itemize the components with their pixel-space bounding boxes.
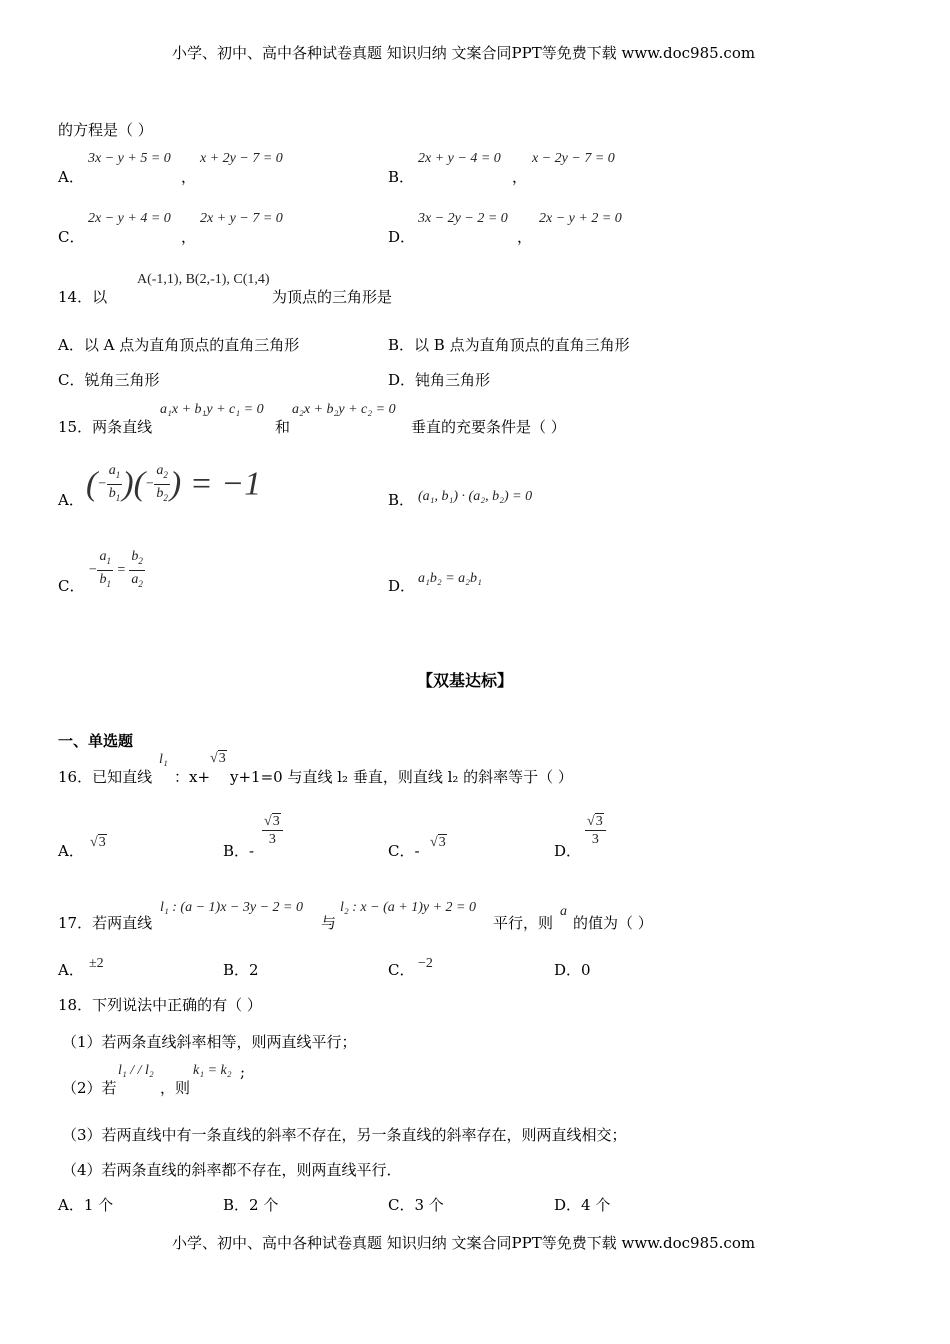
q15-option-a-label: A． <box>58 491 84 509</box>
q17-tail2: 的值为（ ） <box>573 914 653 932</box>
q14-option-b: B．以 B 点为直角顶点的直角三角形 <box>388 336 630 354</box>
q15-option-c-label: C． <box>58 577 85 595</box>
q15-and: 和 <box>275 418 291 436</box>
section-title: 【双基达标】 <box>417 671 514 690</box>
q14-points: A(-1,1), B(2,-1), C(1,4) <box>137 272 270 287</box>
q17-with: 与 <box>321 914 337 932</box>
q16-sqrt3: √3 <box>210 751 226 766</box>
q15-stem-tail: 垂直的充要条件是（ ） <box>411 418 566 436</box>
q18-option-a: A．1 个 <box>58 1196 114 1214</box>
q18-option-b: B．2 个 <box>223 1196 279 1214</box>
q14-stem-tail: 为顶点的三角形是 <box>272 288 393 306</box>
page-header: 小学、初中、高中各种试卷真题 知识归纳 文案合同PPT等免费下载 www.doc985.com <box>172 44 756 62</box>
q13-option-a-sep: ， <box>181 168 197 186</box>
q15-option-d-expr: a₁b₂ = a₂b₁ <box>418 571 482 586</box>
q14-option-d: D．钝角三角形 <box>388 371 491 389</box>
q13-option-b-eq2: x − 2y − 7 = 0 <box>532 151 615 166</box>
q15-option-c-expr: − $\frac{a_1}{b_1}$ = $\frac{b_2}{a_2}$ <box>88 549 143 589</box>
q16-sqrt3-radicand: 3 <box>218 751 226 766</box>
q13-option-a-eq2: x + 2y − 7 = 0 <box>200 151 283 166</box>
q17-option-b: B．2 <box>223 961 259 979</box>
q15-option-a-tail: ) = −1 <box>169 465 262 503</box>
q13-option-d-sep: ， <box>517 228 533 246</box>
q14-number: 14．以 <box>58 288 108 306</box>
q18-option-c: C．3 个 <box>388 1196 444 1214</box>
q17-option-c-label: C． <box>388 961 415 979</box>
q16-option-d-label: D． <box>554 842 582 860</box>
q13-option-d-eq1: 3x − 2y − 2 = 0 <box>418 211 508 226</box>
q14-option-a: A．以 A 点为直角顶点的直角三角形 <box>58 336 300 354</box>
q13-option-c-eq2: 2x + y − 7 = 0 <box>200 211 283 226</box>
q17-option-a-label: A． <box>58 961 84 979</box>
q13-option-c-label: C． <box>58 228 85 246</box>
q16-number: 16．已知直线 <box>58 768 153 786</box>
q16-option-d-value: $\frac{√3}{3}$ <box>585 813 606 848</box>
q13-option-b-sep: ， <box>512 168 528 186</box>
q16-option-a-value: √3 <box>90 835 106 850</box>
q18-statement-2-prefix: （2）若 <box>62 1079 117 1097</box>
q13-option-c-eq1: 2x − y + 4 = 0 <box>88 211 171 226</box>
q17-var: a <box>560 904 567 919</box>
q15-number: 15．两条直线 <box>58 418 153 436</box>
q13-option-b-eq1: 2x + y − 4 = 0 <box>418 151 501 166</box>
q13-option-a-label: A． <box>58 168 84 186</box>
q18-statement-2-then: ，则 <box>160 1079 191 1097</box>
q16-option-a-label: A． <box>58 842 84 860</box>
q13-option-d-eq2: 2x − y + 2 = 0 <box>539 211 622 226</box>
q14-option-c: C．锐角三角形 <box>58 371 160 389</box>
q17-l2: l₂ : x − (a + 1)y + 2 = 0 <box>340 900 476 915</box>
q15-line1: a₁x + b₁y + c₁ = 0 <box>160 402 264 417</box>
q13-stem-tail: 的方程是（ ） <box>58 121 153 139</box>
q18-statement-4: （4）若两条直线的斜率都不存在，则两直线平行． <box>62 1161 402 1179</box>
q17-number: 17．若两直线 <box>58 914 153 932</box>
q15-option-d-label: D． <box>388 577 416 595</box>
q13-option-a-eq1: 3x − y + 5 = 0 <box>88 151 171 166</box>
q15-option-b-label: B． <box>388 491 415 509</box>
q18-statement-2-cond: l₁ / / l₂ <box>118 1063 154 1078</box>
q17-tail1: 平行，则 <box>493 914 554 932</box>
q18-statement-3: （3）若两直线中有一条直线的斜率不存在，另一条直线的斜率存在，则两直线相交； <box>62 1126 627 1144</box>
q13-option-d-label: D． <box>388 228 416 246</box>
q13-option-b-label: B． <box>388 168 415 186</box>
page-footer: 小学、初中、高中各种试卷真题 知识归纳 文案合同PPT等免费下载 www.doc985.com <box>172 1234 756 1252</box>
q18-stem: 18．下列说法中正确的有（ ） <box>58 996 262 1014</box>
q16-option-b-label: B．- <box>223 842 255 860</box>
q17-l1: l₁ : (a − 1)x − 3y − 2 = 0 <box>160 900 303 915</box>
q16-option-c-label: C．- <box>388 842 420 860</box>
q17-option-d: D．0 <box>554 961 591 979</box>
q16-option-b-value: $\frac{√3}{3}$ <box>262 813 283 848</box>
q15-option-a-expr: (− $\frac{a_1}{b_1}$ )(− $\frac{a_2}{b_2}$ ) = −1 <box>86 463 262 503</box>
q18-statement-2-result: k₁ = k₂ <box>193 1063 232 1078</box>
q16-option-c-value: √3 <box>430 835 446 850</box>
q16-l1: l₁ <box>159 752 168 767</box>
q18-statement-2-end: ; <box>240 1063 246 1081</box>
q17-option-c-value: −2 <box>418 956 433 971</box>
q13-option-c-sep: ， <box>181 228 197 246</box>
q15-option-b-expr: (a₁, b₁) · (a₂, b₂) = 0 <box>418 489 533 504</box>
q16-colon: ：x+ <box>174 768 211 786</box>
q18-option-d: D．4 个 <box>554 1196 611 1214</box>
section-subtitle: 一、单选题 <box>58 732 134 750</box>
q17-option-a-value: ±2 <box>89 956 104 971</box>
q18-statement-1: （1）若两条直线斜率相等，则两直线平行； <box>62 1033 357 1051</box>
q15-line2: a₂x + b₂y + c₂ = 0 <box>292 402 396 417</box>
q16-stem-tail: y+1=0 与直线 l₂ 垂直，则直线 l₂ 的斜率等于（ ） <box>230 768 573 786</box>
